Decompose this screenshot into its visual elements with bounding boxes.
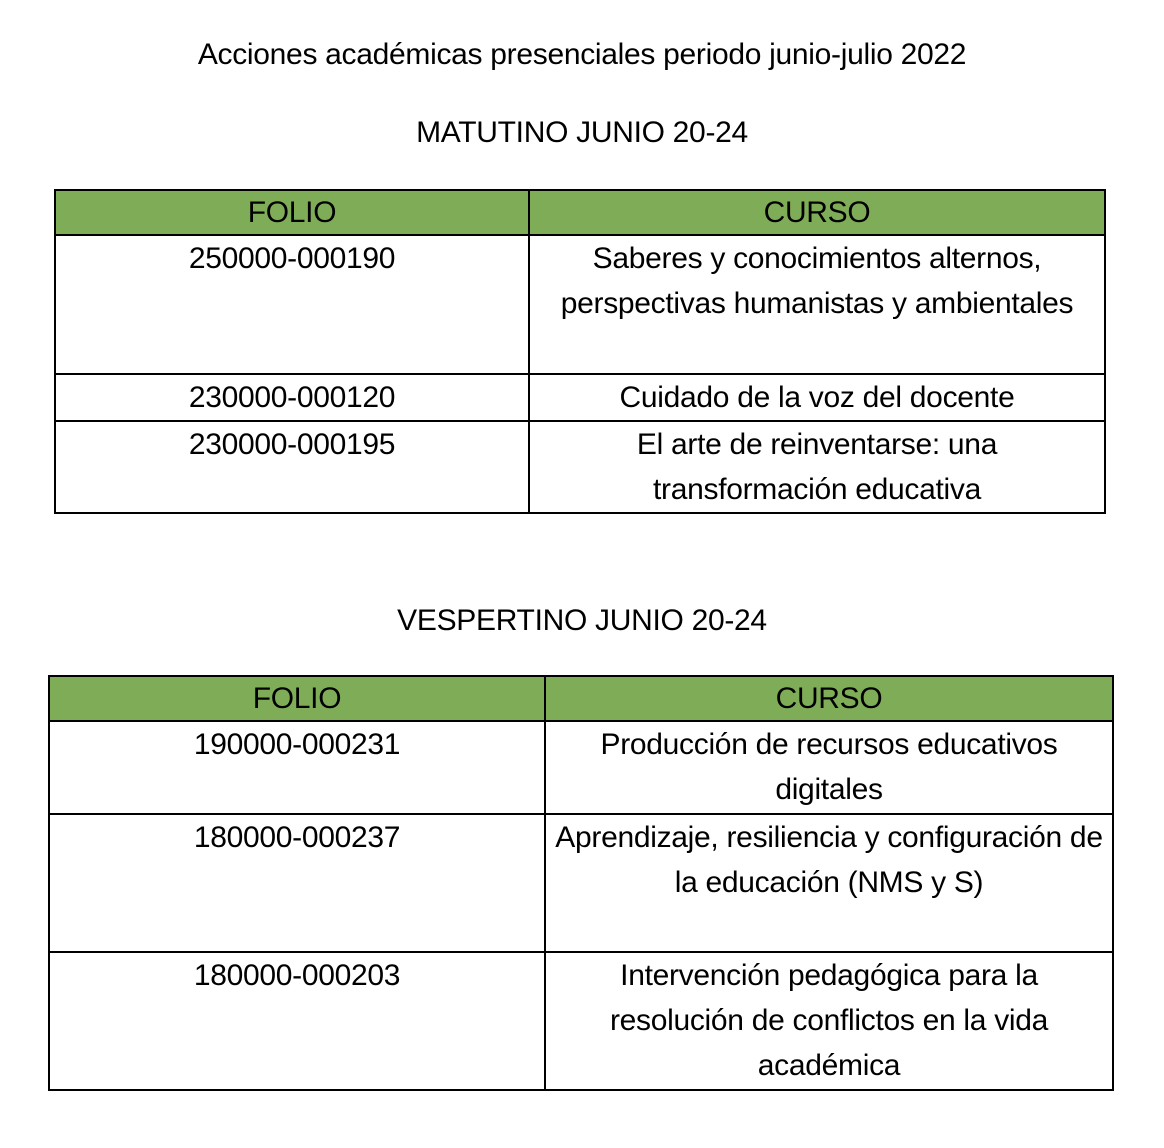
folio-cell: 190000-000231 bbox=[49, 721, 545, 814]
curso-cell: Cuidado de la voz del docente bbox=[529, 374, 1105, 421]
table-header-row bbox=[49, 676, 1113, 721]
page-title: Acciones académicas presenciales periodo junio-julio 2022 bbox=[197, 38, 967, 71]
table-row bbox=[49, 952, 1113, 1090]
table-row bbox=[49, 721, 1113, 814]
folio-cell: 230000-000120 bbox=[55, 374, 529, 421]
table-row bbox=[49, 814, 1113, 952]
curso-cell: Intervención pedagógica para la resolución de conflictos en la vida académica bbox=[545, 952, 1113, 1090]
matutino-table bbox=[54, 189, 1106, 514]
curso-cell: El arte de reinventarse: una transformación educativa bbox=[529, 421, 1105, 513]
folio-cell: 180000-000203 bbox=[49, 952, 545, 1090]
table-row bbox=[55, 235, 1105, 374]
column-header-curso: CURSO bbox=[529, 190, 1105, 235]
column-header-folio: FOLIO bbox=[49, 676, 545, 721]
vespertino-table bbox=[48, 675, 1114, 1091]
curso-cell: Saberes y conocimientos alternos, perspectivas humanistas y ambientales bbox=[529, 235, 1105, 374]
curso-cell: Aprendizaje, resiliencia y configuración de la educación (NMS y S) bbox=[545, 814, 1113, 952]
curso-cell: Producción de recursos educativos digitales bbox=[545, 721, 1113, 814]
folio-cell: 250000-000190 bbox=[55, 235, 529, 374]
folio-cell: 230000-000195 bbox=[55, 421, 529, 513]
section-heading-matutino: MATUTINO JUNIO 20-24 bbox=[416, 116, 748, 149]
folio-cell: 180000-000237 bbox=[49, 814, 545, 952]
column-header-curso: CURSO bbox=[545, 676, 1113, 721]
table-header-row bbox=[55, 190, 1105, 235]
table-row bbox=[55, 421, 1105, 513]
column-header-folio: FOLIO bbox=[55, 190, 529, 235]
table-row bbox=[55, 374, 1105, 421]
section-heading-vespertino: VESPERTINO JUNIO 20-24 bbox=[397, 604, 767, 637]
